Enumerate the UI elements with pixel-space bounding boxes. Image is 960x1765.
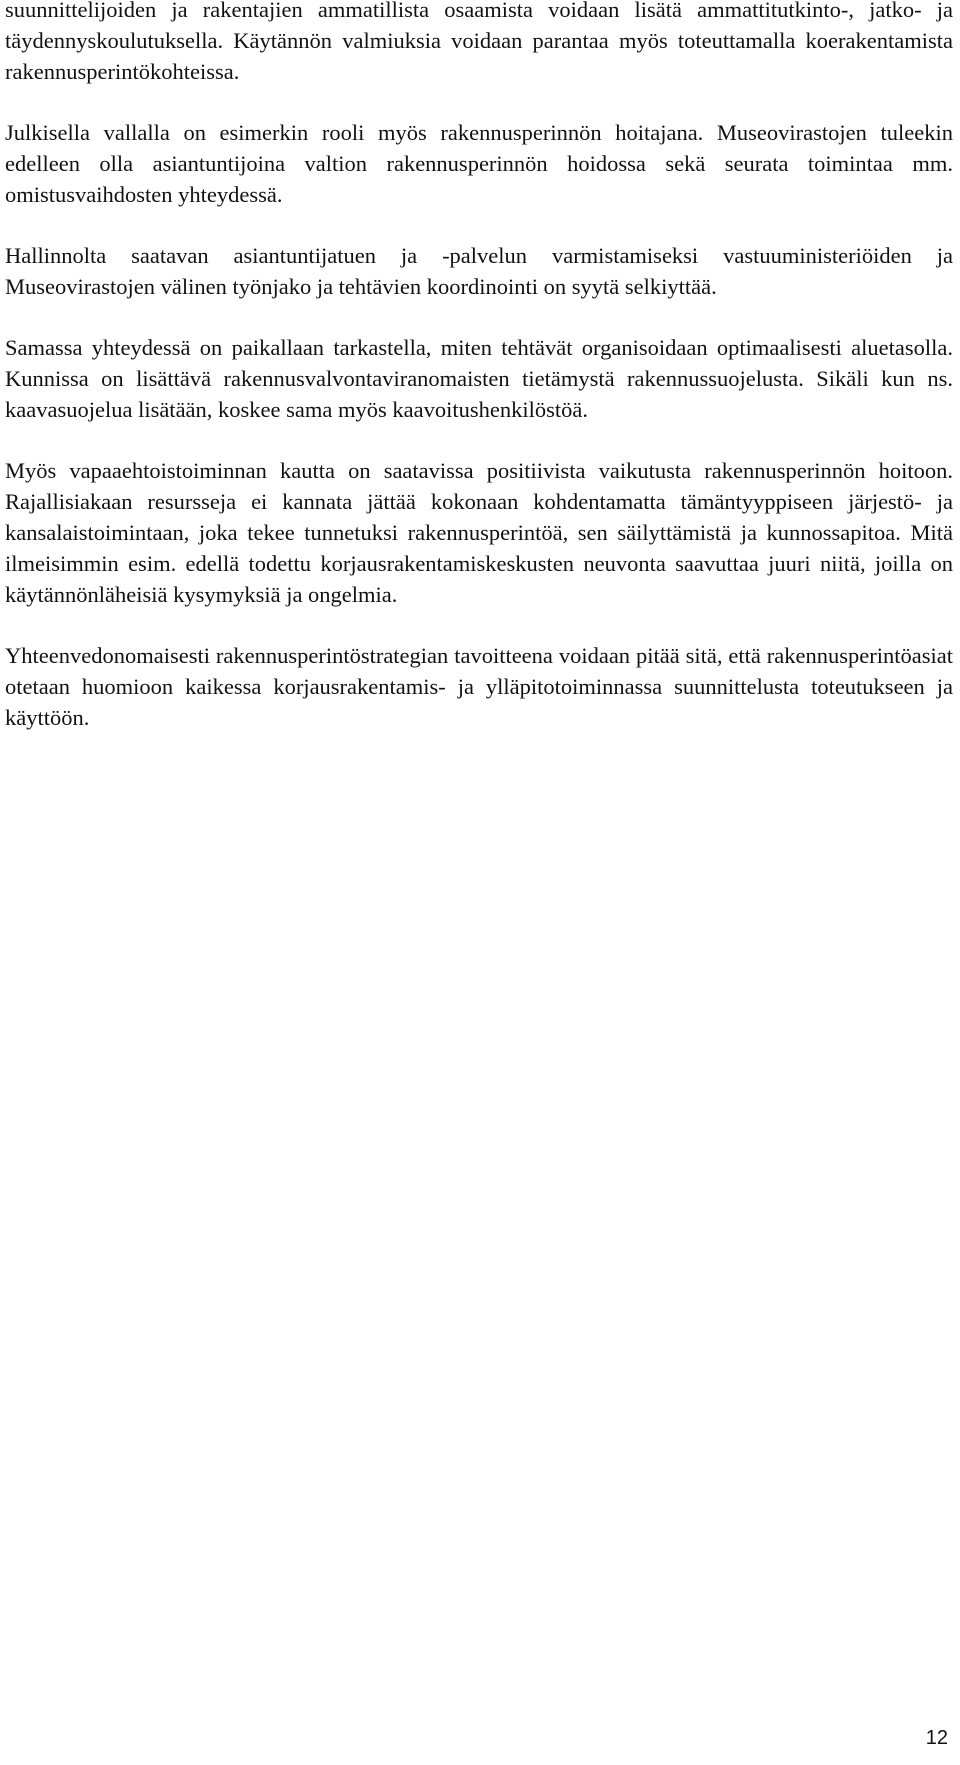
- page-number: 12: [925, 1727, 948, 1749]
- paragraph-1: suunnittelijoiden ja rakentajien ammatillista osaamista voidaan lisätä ammattitutkinto-, jatko- ja täydennyskoulutuksella. Käytännön valmiuksia voidaan parantaa myös toteuttamalla koerakentamista rakennusperintökohteissa.: [5, 0, 953, 84]
- paragraph-3: Hallinnolta saatavan asiantuntijatuen ja -palvelun varmistamiseksi vastuuministeriöiden ja Museovirastojen välinen työnjako ja tehtävien koordinointi on syytä selkiyttää.: [5, 243, 953, 299]
- paragraph-4: Samassa yhteydessä on paikallaan tarkastella, miten tehtävät organisoidaan optimaalisesti aluetasolla. Kunnissa on lisättävä rakennusvalvontaviranomaisten tietämystä rakennussuojelusta. Sikäli kun ns. kaavasuojelua lisätään, koskee sama myös kaavoitushenkilöstöä.: [5, 335, 953, 422]
- body-text: [5, 0, 953, 763]
- paragraph-5: Myös vapaaehtoistoiminnan kautta on saatavissa positiivista vaikutusta rakennusperinnön hoitoon. Rajallisiakaan resursseja ei kannata jättää kokonaan kohdentamatta tämäntyyppiseen järjestö- ja kansalaistoimintaan, joka tekee tunnetuksi rakennusperintöä, sen säilyttämistä ja kunnossapitoa. Mitä ilmeisimmin esim. edellä todettu korjausrakentamiskeskusten neuvonta saavuttaa juuri niitä, joilla on käytännönläheisiä kysymyksiä ja ongelmia.: [5, 458, 953, 607]
- paragraph-2: Julkisella vallalla on esimerkin rooli myös rakennusperinnön hoitajana. Museovirastojen tuleekin edelleen olla asiantuntijoina valtion rakennusperinnön hoidossa sekä seurata toimintaa mm. omistusvaihdosten yhteydessä.: [5, 120, 953, 207]
- paragraph-6: Yhteenvedonomaisesti rakennusperintöstrategian tavoitteena voidaan pitää sitä, että rakennusperintöasiat otetaan huomioon kaikessa korjausrakentamis- ja ylläpitotoiminnassa suunnittelusta toteutukseen ja käyttöön.: [5, 643, 953, 730]
